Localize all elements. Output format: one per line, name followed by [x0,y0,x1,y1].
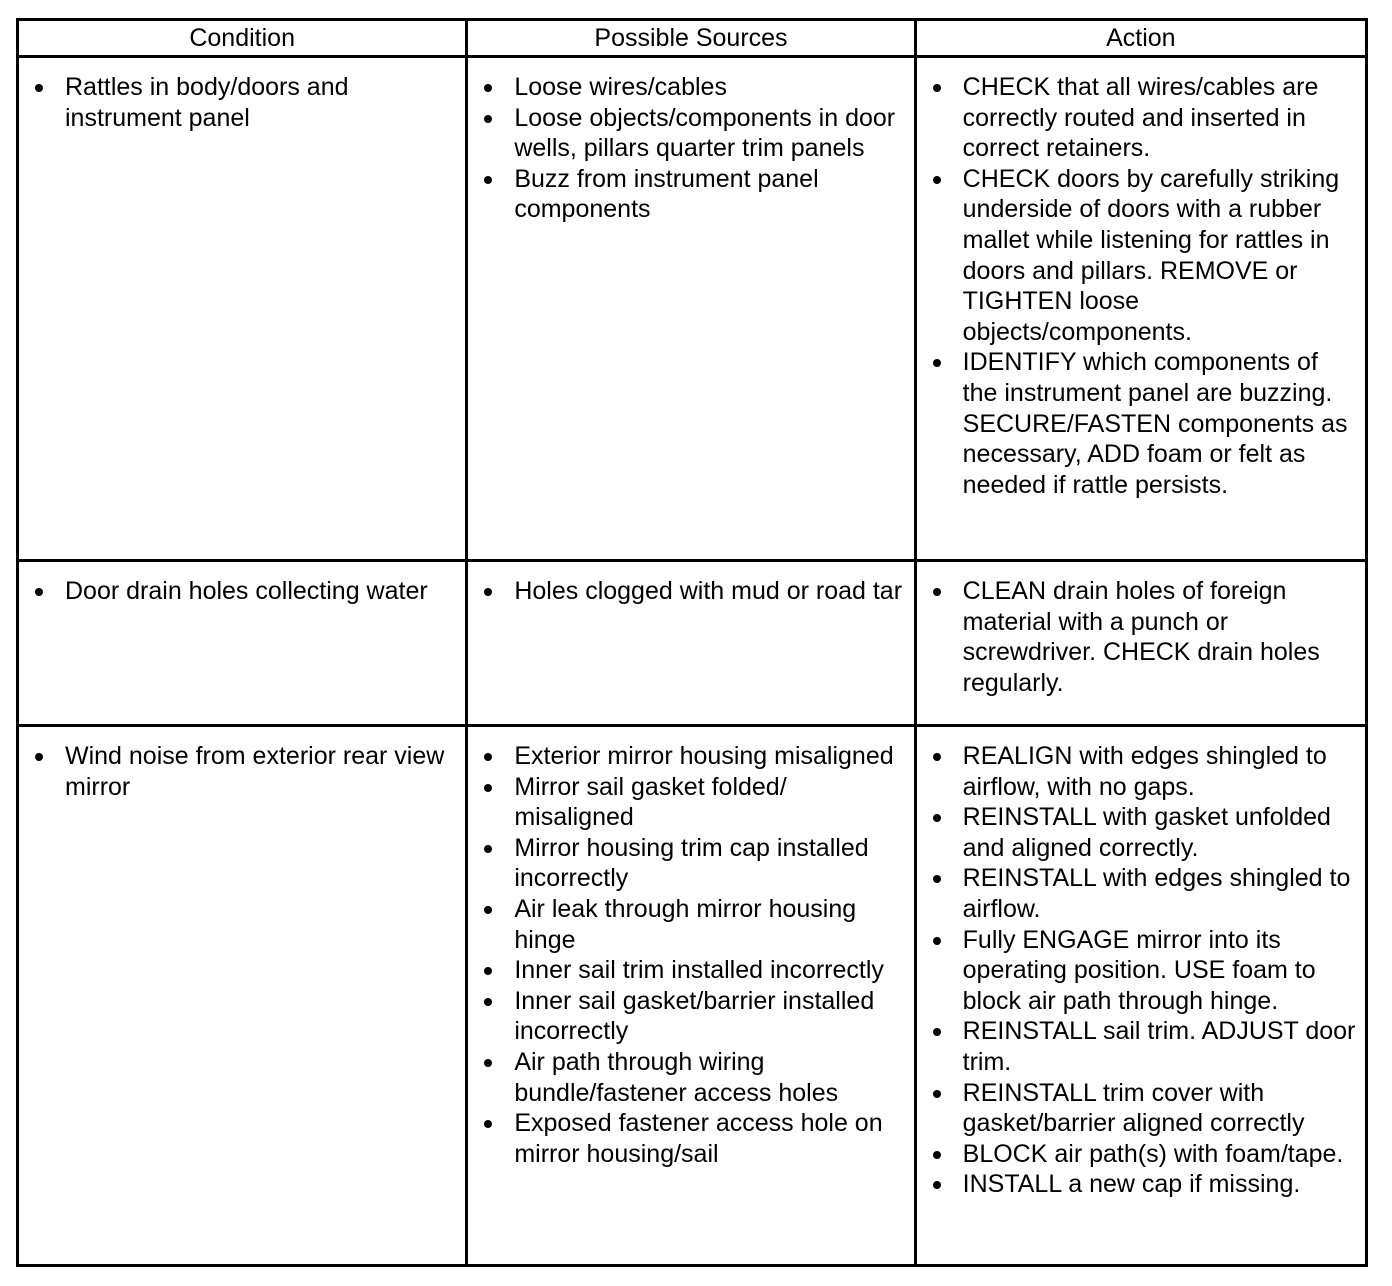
source-item: Holes clogged with mud or road tar [478,576,905,607]
condition-cell [18,726,467,1266]
source-item: Mirror housing trim cap installed incorrectly [478,833,905,894]
source-item: Buzz from instrument panel components [478,164,905,225]
source-item: Loose objects/components in door wells, pillars quarter trim panels [478,103,905,164]
action-item: REINSTALL sail trim. ADJUST door trim. [927,1016,1357,1077]
action-list [927,741,1357,1200]
action-item: REINSTALL with edges shingled to airflow. [927,863,1357,924]
action-cell [915,726,1366,1266]
source-item: Exposed fastener access hole on mirror housing/sail [478,1108,905,1169]
action-item: CHECK doors by carefully striking underside of doors with a rubber mallet while listening for rattles in doors and pillars. REMOVE or TIGHTEN loose objects/components. [927,164,1357,348]
action-cell [915,561,1366,726]
sources-list [478,741,905,1169]
action-item: BLOCK air path(s) with foam/tape. [927,1139,1357,1170]
condition-list [29,72,457,133]
action-item: REALIGN with edges shingled to airflow, with no gaps. [927,741,1357,802]
source-item: Air path through wiring bundle/fastener access holes [478,1047,905,1108]
action-item: Fully ENGAGE mirror into its operating position. USE foam to block air path through hinge. [927,925,1357,1017]
sources-cell [467,561,915,726]
action-cell [915,57,1366,561]
header-condition: Condition [18,20,467,57]
action-item: CHECK that all wires/cables are correctly routed and inserted in correct retainers. [927,72,1357,164]
action-list [927,72,1357,500]
source-item: Loose wires/cables [478,72,905,103]
action-item: REINSTALL with gasket unfolded and aligned correctly. [927,802,1357,863]
header-possible-sources: Possible Sources [467,20,915,57]
header-row [18,20,1367,57]
action-list [927,576,1357,698]
sources-cell [467,726,915,1266]
condition-item: Wind noise from exterior rear view mirror [29,741,457,802]
table-header [18,20,1367,57]
condition-cell [18,57,467,561]
action-item: INSTALL a new cap if missing. [927,1169,1357,1200]
action-item: REINSTALL trim cover with gasket/barrier aligned correctly [927,1078,1357,1139]
table-row [18,561,1367,726]
action-item: IDENTIFY which components of the instrument panel are buzzing. SECURE/FASTEN components as necessary, ADD foam or felt as needed if rattle persists. [927,347,1357,500]
diagnosis-table [16,18,1368,1267]
sources-cell [467,57,915,561]
source-item: Inner sail gasket/barrier installed incorrectly [478,986,905,1047]
sources-list [478,72,905,225]
condition-cell [18,561,467,726]
header-action: Action [915,20,1366,57]
source-item: Mirror sail gasket folded/ misaligned [478,772,905,833]
source-item: Exterior mirror housing misaligned [478,741,905,772]
source-item: Inner sail trim installed incorrectly [478,955,905,986]
sources-list [478,576,905,607]
condition-list [29,741,457,802]
condition-item: Door drain holes collecting water [29,576,457,607]
condition-list [29,576,457,607]
table-row [18,726,1367,1266]
table-row [18,57,1367,561]
source-item: Air leak through mirror housing hinge [478,894,905,955]
action-item: CLEAN drain holes of foreign material with a punch or screwdriver. CHECK drain holes regularly. [927,576,1357,698]
condition-item: Rattles in body/doors and instrument panel [29,72,457,133]
